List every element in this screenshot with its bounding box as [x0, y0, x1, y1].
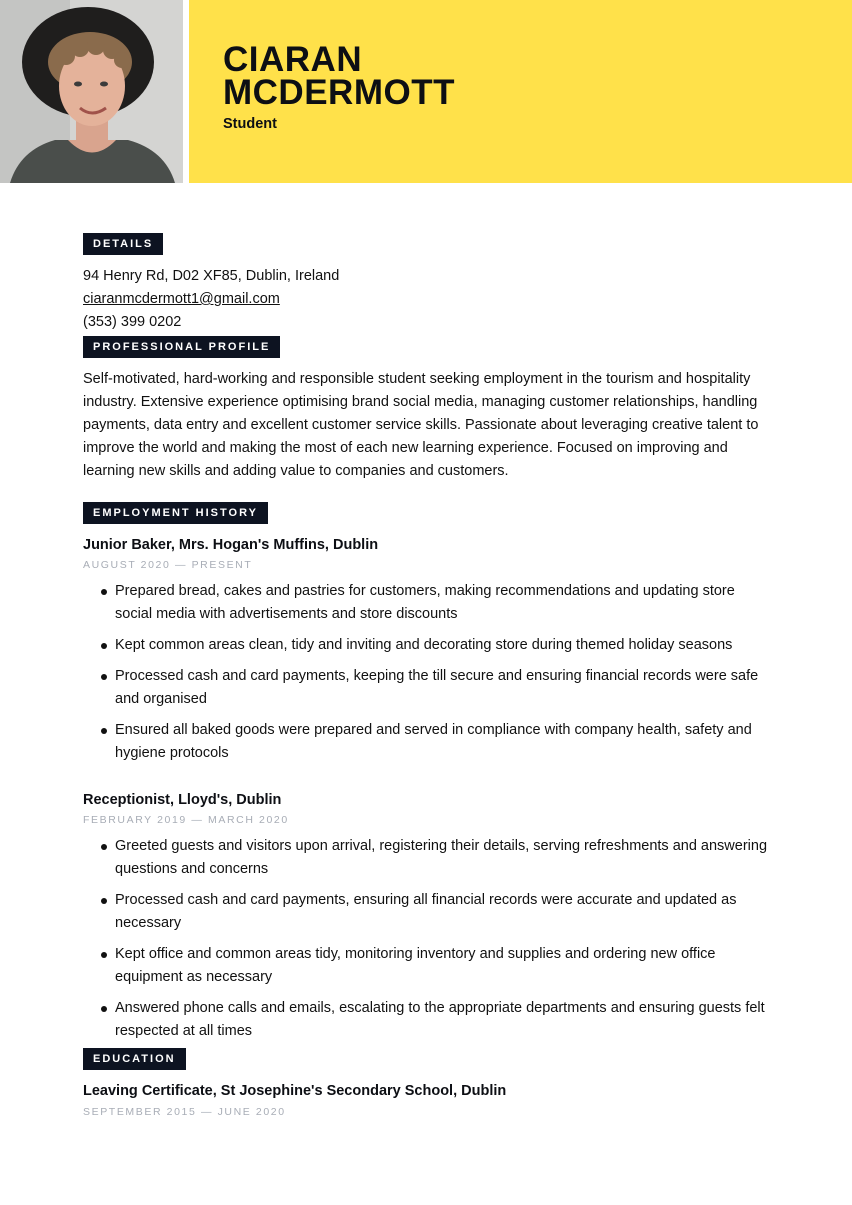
bullet-text: Processed cash and card payments, ensuring all financial records were accurate and updated as necessary [115, 892, 737, 931]
education-heading: EDUCATION [83, 1048, 186, 1070]
bullet-text: Answered phone calls and emails, escalating to the appropriate departments and ensuring guests felt respected at all times [115, 1000, 765, 1039]
job-title-2: Receptionist, Lloyd's, Dublin [83, 792, 282, 808]
education-title: Leaving Certificate, St Josephine's Secondary School, Dublin [83, 1083, 507, 1099]
job-bullets-2 [83, 835, 773, 1051]
email-link[interactable]: ciaranmcdermott1@gmail.com [83, 291, 280, 307]
bullet-icon [101, 952, 107, 958]
phone: (353) 399 0202 [83, 314, 182, 330]
details-heading: DETAILS [83, 233, 163, 255]
bullet-text: Prepared bread, cakes and pastries for customers, making recommendations and updating store social media with advertisements and store discounts [115, 583, 735, 622]
bullet-text: Kept office and common areas tidy, monitoring inventory and supplies and ordering new office equipment as necessary [115, 946, 716, 985]
job-bullets-1 [83, 580, 773, 773]
header-band [189, 0, 852, 183]
name-last: MCDERMOTT [223, 73, 455, 112]
profile-heading: PROFESSIONAL PROFILE [83, 336, 280, 358]
list-item [83, 997, 773, 1043]
bullet-icon [101, 589, 107, 595]
list-item [83, 665, 773, 711]
job-title-1: Junior Baker, Mrs. Hogan's Muffins, Dublin [83, 537, 379, 553]
job-dates-1: AUGUST 2020 — PRESENT [83, 559, 253, 571]
education-dates: SEPTEMBER 2015 — JUNE 2020 [83, 1106, 286, 1118]
job-dates-2: FEBRUARY 2019 — MARCH 2020 [83, 814, 289, 826]
address: 94 Henry Rd, D02 XF85, Dublin, Ireland [83, 268, 340, 284]
bullet-text: Processed cash and card payments, keeping the till secure and ensuring financial records were safe and organised [115, 668, 759, 707]
profile-photo [0, 0, 183, 183]
bullet-icon [101, 898, 107, 904]
bullet-text: Kept common areas clean, tidy and inviting and decorating store during themed holiday seasons [115, 637, 733, 653]
name-first: CIARAN [223, 40, 363, 79]
bullet-icon [101, 728, 107, 734]
bullet-icon [101, 643, 107, 649]
list-item [83, 580, 773, 626]
list-item [83, 634, 773, 657]
bullet-text: Greeted guests and visitors upon arrival, registering their details, serving refreshments and answering questions and concerns [115, 838, 768, 877]
list-item [83, 835, 773, 881]
bullet-icon [101, 1006, 107, 1012]
bullet-icon [101, 674, 107, 680]
bullet-icon [101, 844, 107, 850]
profile-text: Self-motivated, hard-working and responsible student seeking employment in the tourism and hospitality industry. Extensive experience optimising brand social media, managing customer relationships, handling payments, data entry and excellent customer service skills. Passionate about leveraging creative talent to improve the world and making the most of each new learning experience. Focused on improving and learning new skills and adding value to companies and customers. [83, 371, 759, 479]
list-item [83, 719, 773, 765]
job-title: Student [223, 116, 277, 132]
list-item [83, 943, 773, 989]
employment-heading: EMPLOYMENT HISTORY [83, 502, 268, 524]
bullet-text: Ensured all baked goods were prepared and served in compliance with company health, safety and hygiene protocols [115, 722, 752, 761]
list-item [83, 889, 773, 935]
